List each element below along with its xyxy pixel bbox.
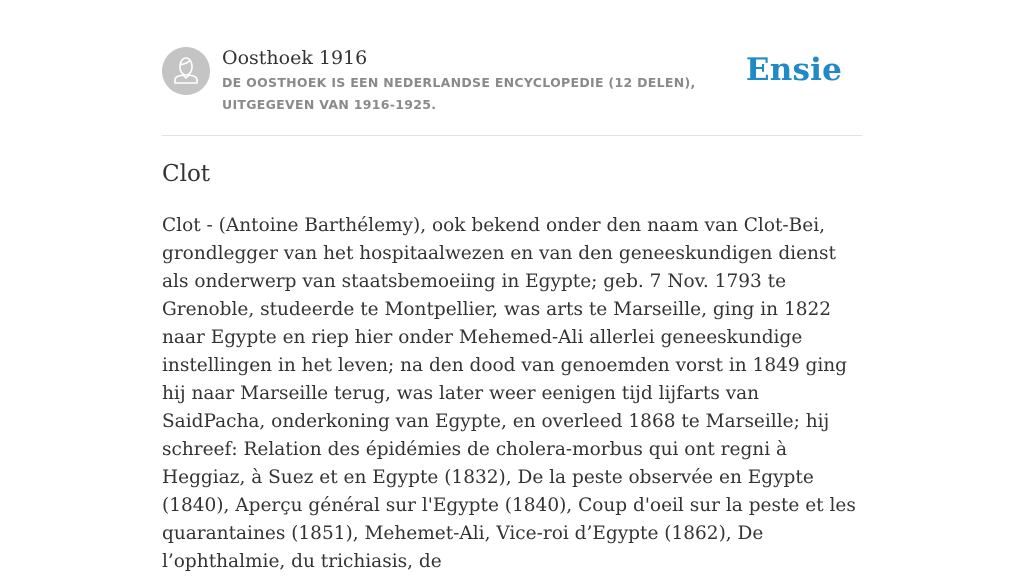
source-name[interactable]: Oosthoek 1916 (222, 47, 368, 69)
source-description: DE OOSTHOEK IS EEN NEDERLANDSE ENCYCLOPEDIE (12 DELEN), UITGEGEVEN VAN 1916-1925. (222, 75, 696, 112)
user-icon[interactable] (162, 47, 210, 95)
ensie-logo[interactable]: Ensie (745, 52, 842, 88)
article-title: Clot (162, 161, 211, 187)
source-header (162, 46, 862, 118)
header-divider (162, 135, 862, 136)
article-body: Clot - (Antoine Barthélemy), ook bekend onder den naam van Clot-Bei, grondlegger van het hospitaalwezen en van den geneeskundigen dienst als onderwerp van staatsbemoeiing in Egypte; geb. 7 Nov. 1793 te Grenoble, studeerde te Montpellier, was arts te Marseille, ging in 1822 naar Egypte en riep hier onder Mehemed-Ali allerlei geneeskundige instellingen in het leven; na den dood van genoemden vorst in 1849 ging hij naar Marseille terug, was later weer eenigen tijd lijfarts van SaidPacha, onderkoning van Egypte, en overleed 1868 te Marseille; hij schreef: Relation des épidémies de cholera-morbus qui ont regni à Heggiaz, à Suez et en Egypte (1832), De la peste observée en Egypte (1840), Aperçu général sur l'Egypte (1840), Coup d'oeil sur la peste et les quarantaines (1851), Mehemet-Ali, Vice-roi d’Egypte (1862), De l’ophthalmie, du trichiasis, de (162, 215, 856, 572)
